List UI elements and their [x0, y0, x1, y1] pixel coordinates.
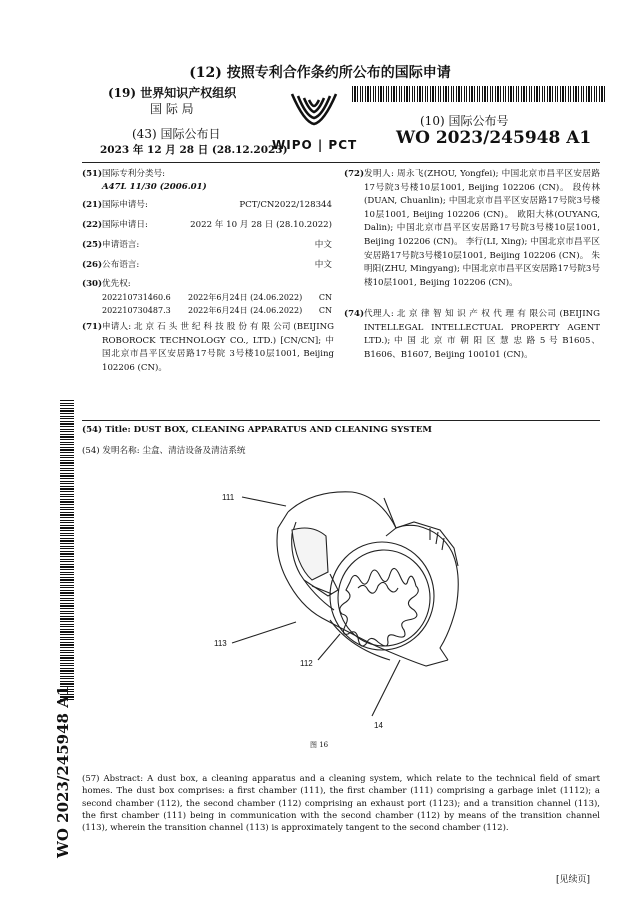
header-divider: [82, 162, 600, 163]
title-divider: [82, 420, 600, 421]
field-26: (26)公布语言: 中文: [82, 260, 332, 270]
field-21: (21)国际申请号: PCT/CN2022/128344: [82, 200, 332, 210]
pub-date-label: (43) 国际公布日: [132, 127, 221, 141]
field-72: (72) 发明人: 周永飞(ZHOU, Yongfei); 中国北京市昌平区安居路17号院3号楼10层1001, Beijing 102206 (CN)。 段传林(DUAN, Chuanlin); 中国北京市昌平区安居路17号院3号楼10层1001, Beijing 102206 (CN)。 欧阳大林(OUYANG, Dalin); 中国北京市昌平区安居路17号院3号楼10层1001, Beijing 102206 (CN)。 李行(LI, Xing); 中国北京市昌平区安居路17号院3号楼10层1001, Beijing 102206 (CN)。 朱明阳(ZHU, Mingyang); 中国北京市昌平区安居路17号院3号楼10层1001, Beijing 102206 (CN)。: [344, 168, 600, 290]
field-74: (74) 代理人: 北 京 律 智 知 识 产 权 代 理 有 限公司 (BEIJING INTELLEGAL INTELLECTUAL PROPERTY AGENT LTD.); 中 国 北 京 市 朝 阳 区 慧 忠 路 5 号 B1605、B1606、B1607, Beijing 100101 (CN)。: [344, 308, 600, 362]
patent-figure: [200, 470, 480, 740]
org-bureau: 国 际 局: [150, 102, 194, 116]
continued-note: [见续页]: [556, 875, 591, 885]
field-22: (22)国际申请日: 2022 年 10 月 28 日 (28.10.2022): [82, 220, 332, 230]
title-cn: (54) 发明名称: 尘盒、清洁设备及清洁系统: [82, 446, 246, 456]
agent-text: 代理人: 北 京 律 智 知 识 产 权 代 理 有 限公司 (BEIJING INTELLEGAL INTELLECTUAL PROPERTY AGENT LTD.); 中 国 北 京 市 朝 阳 区 慧 忠 路 5 号 B1605、B1606、B1607, Beijing 100101 (CN)。: [364, 309, 600, 360]
wipo-pct-text: WIPO | PCT: [272, 138, 358, 152]
applicant-text: 申请人: 北 京 石 头 世 纪 科 技 股 份 有 限 公司 (BEIJING ROBOROCK TECHNOLOGY CO., LTD.) [CN/CN]; 中国北京市昌平区安居路17号院 3号楼10层1001, Beijing 102206 (CN)。: [102, 322, 334, 373]
wipo-logo-icon: [278, 88, 350, 140]
title-en: (54) Title: DUST BOX, CLEANING APPARATUS AND CLEANING SYSTEM: [82, 425, 432, 435]
field-25: (25)申请语言: 中文: [82, 240, 332, 250]
inventors-text: 发明人: 周永飞(ZHOU, Yongfei); 中国北京市昌平区安居路17号院3号楼10层1001, Beijing 102206 (CN)。 段传林(DUAN, Chuanlin); 中国北京市昌平区安居路17号院3号楼10层1001, Beijing 102206 (CN)。 欧阳大林(OUYANG, Dalin); 中国北京市昌平区安居路17号院3号楼10层1001, Beijing 102206 (CN)。 李行(LI, Xing); 中国北京市昌平区安居路17号院3号楼10层1001, Beijing 102206 (CN)。 朱明阳(ZHU, Mingyang); 中国北京市昌平区安居路17号院3号楼10层1001, Beijing 102206 (CN)。: [364, 169, 600, 288]
publication-number: WO 2023/245948 A1: [396, 128, 592, 148]
figure-label-113: 113: [214, 639, 227, 648]
pub-date: 2023 年 12 月 28 日 (28.12.2023): [100, 144, 288, 156]
figure-label-112: 112: [300, 659, 313, 668]
pub-no-label: (10) 国际公布号: [420, 114, 509, 128]
org-name: (19) 世界知识产权组织: [108, 86, 237, 100]
field-30: (30)优先权:: [82, 279, 131, 289]
ipc-value: A47L 11/30 (2006.01): [102, 182, 207, 192]
vertical-barcode-image: [60, 400, 74, 700]
field-71: (71) 申请人: 北 京 石 头 世 纪 科 技 股 份 有 限 公司 (BEIJING ROBOROCK TECHNOLOGY CO., LTD.) [CN/CN]; 中国北京市昌平区安居路17号院 3号楼10层1001, Beijing 102206 (CN)。: [82, 321, 334, 375]
field-51: (51)国际专利分类号:: [82, 169, 166, 179]
abstract-text: (57) Abstract: A dust box, a cleaning apparatus and a cleaning system, which relate to the technical field of smart homes. The dust box comprises: a first chamber (111), the first chamber (111) comprising a garbage inlet (1112); a second chamber (112), the second chamber (112) comprising an exhaust port (1123); and a transition channel (113), the first chamber (111) being in communication with the second chamber (112) by means of the transition channel (113), wherein the transition channel (113) is approximately tangent to the second chamber (112).: [82, 774, 600, 834]
figure-label-111: 111: [222, 493, 235, 502]
figure-label-14: 14: [374, 721, 383, 730]
document-header-title: (12) 按照专利合作条约所公布的国际申请: [189, 65, 451, 81]
vertical-publication-number: WO 2023/245948 A1: [54, 685, 72, 858]
priority-row: 202210730487.3 2022年6月24日 (24.06.2022) CN: [102, 306, 332, 315]
figure-caption: 图 16: [310, 741, 329, 749]
priority-row: 202210731460.6 2022年6月24日 (24.06.2022) CN: [102, 293, 332, 302]
barcode-image: [352, 86, 606, 102]
